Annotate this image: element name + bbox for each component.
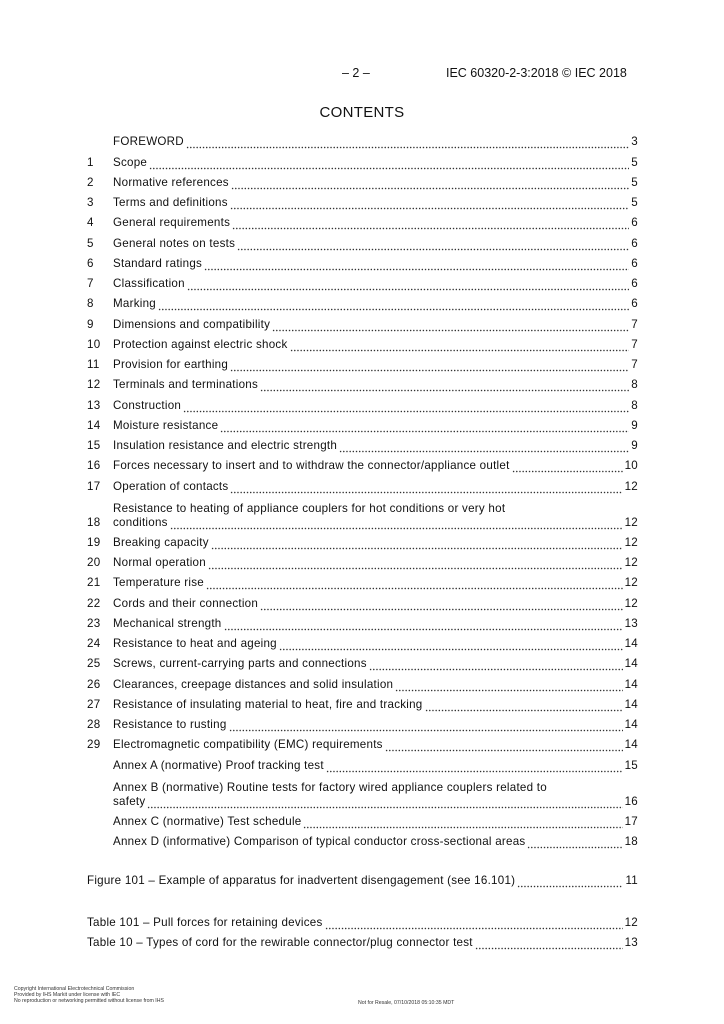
toc-entry-title: Resistance of insulating material to heat, fire and tracking xyxy=(113,697,423,711)
toc-entry-page: 5 xyxy=(631,155,638,169)
dot-leader xyxy=(231,180,629,190)
dot-leader xyxy=(279,641,623,651)
dot-leader xyxy=(325,920,623,930)
dot-leader xyxy=(517,878,623,888)
toc-entry-title: Standard ratings xyxy=(113,256,203,270)
footer-line: Copyright International Electrotechnical Commission xyxy=(14,986,135,992)
table-entry[interactable] xyxy=(87,911,638,931)
toc-entry[interactable] xyxy=(87,673,638,693)
table-entry[interactable] xyxy=(87,932,638,952)
dot-leader xyxy=(303,819,622,829)
dot-leader xyxy=(260,382,629,392)
toc-entry[interactable] xyxy=(87,613,638,633)
toc-entry-title: Normative references xyxy=(113,175,229,189)
toc-entry-page: 6 xyxy=(631,297,638,311)
toc-entry-page: 6 xyxy=(631,216,638,230)
toc-entry-title: Resistance to heating of appliance couplers for hot conditions or very hot xyxy=(113,501,506,515)
toc-entry-page: 7 xyxy=(631,317,638,331)
toc-entry[interactable] xyxy=(87,151,638,171)
dot-leader xyxy=(208,560,623,570)
toc-entry-number: 4 xyxy=(87,216,94,230)
toc-entry-page: 8 xyxy=(631,378,638,392)
toc-entry[interactable] xyxy=(87,734,638,754)
toc-entry-title: Provision for earthing xyxy=(113,358,229,371)
toc-entry-title: Classification xyxy=(113,277,185,290)
page-number-header: – 2 – xyxy=(342,66,370,80)
toc-entry-number: 26 xyxy=(87,677,101,691)
toc-entry-title-line2: conditions xyxy=(113,515,168,529)
toc-entry-title: Temperature rise xyxy=(113,576,204,590)
toc-entry-number: 27 xyxy=(87,697,101,711)
toc-entry-page: 13 xyxy=(624,935,638,949)
toc-entry-number: 25 xyxy=(87,657,101,671)
toc-entry-page: 12 xyxy=(624,479,638,493)
toc-entry[interactable] xyxy=(87,775,638,811)
toc-entry[interactable] xyxy=(87,415,638,435)
toc-entry-page: 12 xyxy=(624,915,638,929)
toc-entry-title: Figure 101 – Example of apparatus for inadvertent disengagement (see 16.101) xyxy=(87,874,516,888)
toc-entry-title: Clearances, creepage distances and solid insulation xyxy=(113,677,394,691)
toc-entry-number: 9 xyxy=(87,317,94,331)
toc-entry-page: 12 xyxy=(624,515,638,529)
dot-leader xyxy=(186,139,629,149)
dot-leader xyxy=(475,940,623,950)
dot-leader xyxy=(158,301,629,311)
toc-entry[interactable] xyxy=(87,374,638,394)
toc-entry-title: FOREWORD xyxy=(113,135,184,149)
dot-leader xyxy=(149,160,629,170)
toc-entry[interactable] xyxy=(87,496,638,532)
toc-entry-number: 14 xyxy=(87,418,101,432)
toc-entry[interactable] xyxy=(87,334,638,354)
toc-entry[interactable] xyxy=(87,394,638,414)
toc-entry-page: 6 xyxy=(631,277,638,290)
toc-entry-title: Construction xyxy=(113,398,182,412)
toc-entry-number: 29 xyxy=(87,738,101,752)
toc-entry-title-line2: safety xyxy=(113,794,146,808)
toc-entry-number: 6 xyxy=(87,256,94,270)
toc-entry-title: Annex C (normative) Test schedule xyxy=(113,814,302,828)
toc-entry-title: Resistance to rusting xyxy=(113,718,227,731)
dot-leader xyxy=(237,241,629,251)
dot-leader xyxy=(339,443,629,453)
toc-entry-title: General requirements xyxy=(113,216,231,230)
toc-entry[interactable] xyxy=(87,532,638,552)
toc-entry-title: Dimensions and compatibility xyxy=(113,317,271,331)
toc-entry-number: 20 xyxy=(87,556,101,569)
toc-entry-page: 18 xyxy=(624,835,638,848)
toc-entry-title-wrap xyxy=(113,781,638,809)
dot-leader xyxy=(230,362,629,372)
toc-entry[interactable] xyxy=(87,633,638,653)
toc-entry-title: Table 10 – Types of cord for the rewirable connector/plug connector test xyxy=(87,935,473,949)
dot-leader xyxy=(395,682,622,692)
page-title: CONTENTS xyxy=(319,104,405,121)
toc-entry-title: Mechanical strength xyxy=(113,616,222,630)
dot-leader xyxy=(230,200,629,210)
toc-entry-page: 14 xyxy=(624,637,638,650)
toc-entry-title: Marking xyxy=(113,297,156,311)
toc-entry[interactable] xyxy=(87,455,638,475)
dot-leader xyxy=(512,463,623,473)
dot-leader xyxy=(272,322,629,332)
toc-entry-continuation xyxy=(113,516,638,530)
toc-entry-number: 22 xyxy=(87,596,101,610)
toc-entry-number: 28 xyxy=(87,718,101,731)
toc-entry-page: 10 xyxy=(624,459,638,473)
table-of-contents xyxy=(87,131,638,952)
dot-leader xyxy=(206,580,623,590)
toc-entry-page: 14 xyxy=(624,697,638,711)
toc-entry-title: Screws, current-carrying parts and connections xyxy=(113,657,367,671)
dot-leader xyxy=(369,661,623,671)
toc-entry[interactable] xyxy=(87,831,638,851)
dot-leader xyxy=(147,799,622,809)
toc-entry-page: 12 xyxy=(624,596,638,610)
toc-entry-title: Electromagnetic compatibility (EMC) requirements xyxy=(113,738,383,752)
toc-entry-number: 1 xyxy=(87,155,94,169)
toc-entry[interactable] xyxy=(87,293,638,313)
toc-entry-page: 12 xyxy=(624,576,638,590)
toc-entry-page: 15 xyxy=(624,758,638,772)
toc-entry[interactable] xyxy=(87,212,638,232)
toc-entry[interactable] xyxy=(87,592,638,612)
toc-entry-number: 18 xyxy=(87,515,101,529)
toc-entry-number: 19 xyxy=(87,535,101,549)
toc-entry-number: 15 xyxy=(87,439,101,452)
dot-leader xyxy=(326,763,623,773)
toc-entry-title: Annex D (informative) Comparison of typical conductor cross-sectional areas xyxy=(113,835,526,848)
resale-notice: Not for Resale, 07/10/2018 05:10:35 MDT xyxy=(358,1000,455,1006)
copyright-notice xyxy=(14,986,164,1004)
dot-leader xyxy=(220,423,629,433)
toc-entry-title: Annex B (normative) Routine tests for factory wired appliance couplers related to xyxy=(113,780,547,794)
toc-entry-title: Forces necessary to insert and to withdraw the connector/appliance outlet xyxy=(113,459,510,473)
toc-entry[interactable] xyxy=(87,273,638,293)
toc-entry-page: 12 xyxy=(624,535,638,549)
toc-entry-title: General notes on tests xyxy=(113,236,236,250)
toc-entry[interactable] xyxy=(87,253,638,273)
dot-leader xyxy=(204,261,629,271)
toc-entry[interactable] xyxy=(87,232,638,252)
dot-leader xyxy=(425,702,623,712)
dot-leader xyxy=(211,540,623,550)
figure-entry[interactable] xyxy=(87,870,638,890)
toc-entry-title: Moisture resistance xyxy=(113,418,219,432)
toc-entry-page: 8 xyxy=(631,398,638,412)
toc-entry-page: 7 xyxy=(631,358,638,371)
dot-leader xyxy=(385,742,623,752)
dot-leader xyxy=(290,342,630,352)
toc-entry-page: 5 xyxy=(631,196,638,209)
toc-entry[interactable] xyxy=(87,313,638,333)
toc-entry[interactable] xyxy=(87,714,638,734)
toc-entry-page: 14 xyxy=(624,657,638,671)
dot-leader xyxy=(232,220,629,230)
dot-leader xyxy=(260,601,623,611)
toc-entry-number: 21 xyxy=(87,576,101,590)
toc-entry-title: Operation of contacts xyxy=(113,479,229,493)
dot-leader xyxy=(224,621,623,631)
toc-entry-number: 7 xyxy=(87,277,94,290)
toc-entry-page: 12 xyxy=(624,556,638,569)
toc-entry-page: 9 xyxy=(631,439,638,452)
toc-entry-number: 5 xyxy=(87,236,94,250)
toc-entry-title: Normal operation xyxy=(113,556,206,569)
toc-entry-title: Breaking capacity xyxy=(113,535,209,549)
footer-line: Provided by IHS Markit under license with IEC xyxy=(14,992,121,998)
toc-entry-title-wrap xyxy=(113,502,638,530)
toc-entry-number: 8 xyxy=(87,297,94,311)
dot-leader xyxy=(230,484,622,494)
toc-entry[interactable] xyxy=(87,131,638,151)
toc-entry[interactable] xyxy=(87,653,638,673)
toc-entry[interactable] xyxy=(87,811,638,831)
toc-entry-page: 5 xyxy=(631,175,638,189)
dot-leader xyxy=(527,839,622,849)
toc-entry-number: 3 xyxy=(87,196,94,209)
toc-entry[interactable] xyxy=(87,475,638,495)
toc-entry[interactable] xyxy=(87,754,638,774)
dot-leader xyxy=(187,281,629,291)
dot-leader xyxy=(229,722,623,732)
toc-entry-number: 10 xyxy=(87,337,101,351)
toc-entry-page: 3 xyxy=(631,135,638,149)
dot-leader xyxy=(170,520,623,530)
toc-entry-title: Scope xyxy=(113,155,148,169)
toc-entry-page: 6 xyxy=(631,256,638,270)
toc-entry-title: Protection against electric shock xyxy=(113,337,288,351)
dot-leader xyxy=(183,403,629,413)
toc-entry[interactable] xyxy=(87,192,638,212)
toc-entry-page: 7 xyxy=(631,337,638,351)
toc-entry[interactable] xyxy=(87,572,638,592)
toc-entry-number: 13 xyxy=(87,398,101,412)
toc-entry-page: 16 xyxy=(624,794,638,808)
toc-entry-number: 23 xyxy=(87,616,101,630)
toc-entry[interactable] xyxy=(87,354,638,374)
toc-entry-page: 14 xyxy=(624,718,638,731)
toc-entry-page: 13 xyxy=(624,616,638,630)
toc-entry-page: 17 xyxy=(624,814,638,828)
toc-entry-number: 24 xyxy=(87,637,101,650)
toc-entry[interactable] xyxy=(87,435,638,455)
toc-entry-title: Resistance to heat and ageing xyxy=(113,637,277,650)
toc-entry-number: 12 xyxy=(87,378,101,392)
toc-entry-page: 9 xyxy=(631,418,638,432)
toc-entry-continuation xyxy=(113,795,638,809)
toc-entry-page: 14 xyxy=(624,677,638,691)
toc-entry-number: 17 xyxy=(87,479,101,493)
toc-entry-title: Terms and definitions xyxy=(113,196,228,209)
toc-entry-title: Cords and their connection xyxy=(113,596,259,610)
toc-entry-title: Terminals and terminations xyxy=(113,378,259,392)
toc-entry-number: 16 xyxy=(87,459,101,473)
toc-entry-page: 11 xyxy=(625,874,638,888)
standard-reference: IEC 60320-2-3:2018 © IEC 2018 xyxy=(446,66,627,80)
toc-entry-page: 14 xyxy=(624,738,638,752)
toc-entry-title: Insulation resistance and electric strength xyxy=(113,439,338,452)
toc-entry-page: 6 xyxy=(631,236,638,250)
toc-entry-number: 2 xyxy=(87,175,94,189)
toc-entry-title: Annex A (normative) Proof tracking test xyxy=(113,758,324,772)
footer-line: No reproduction or networking permitted without license from IHS xyxy=(14,998,164,1004)
toc-entry[interactable] xyxy=(87,172,638,192)
toc-entry-title: Table 101 – Pull forces for retaining devices xyxy=(87,915,323,929)
toc-entry[interactable] xyxy=(87,694,638,714)
toc-entry-number: 11 xyxy=(87,358,100,371)
toc-entry[interactable] xyxy=(87,552,638,572)
